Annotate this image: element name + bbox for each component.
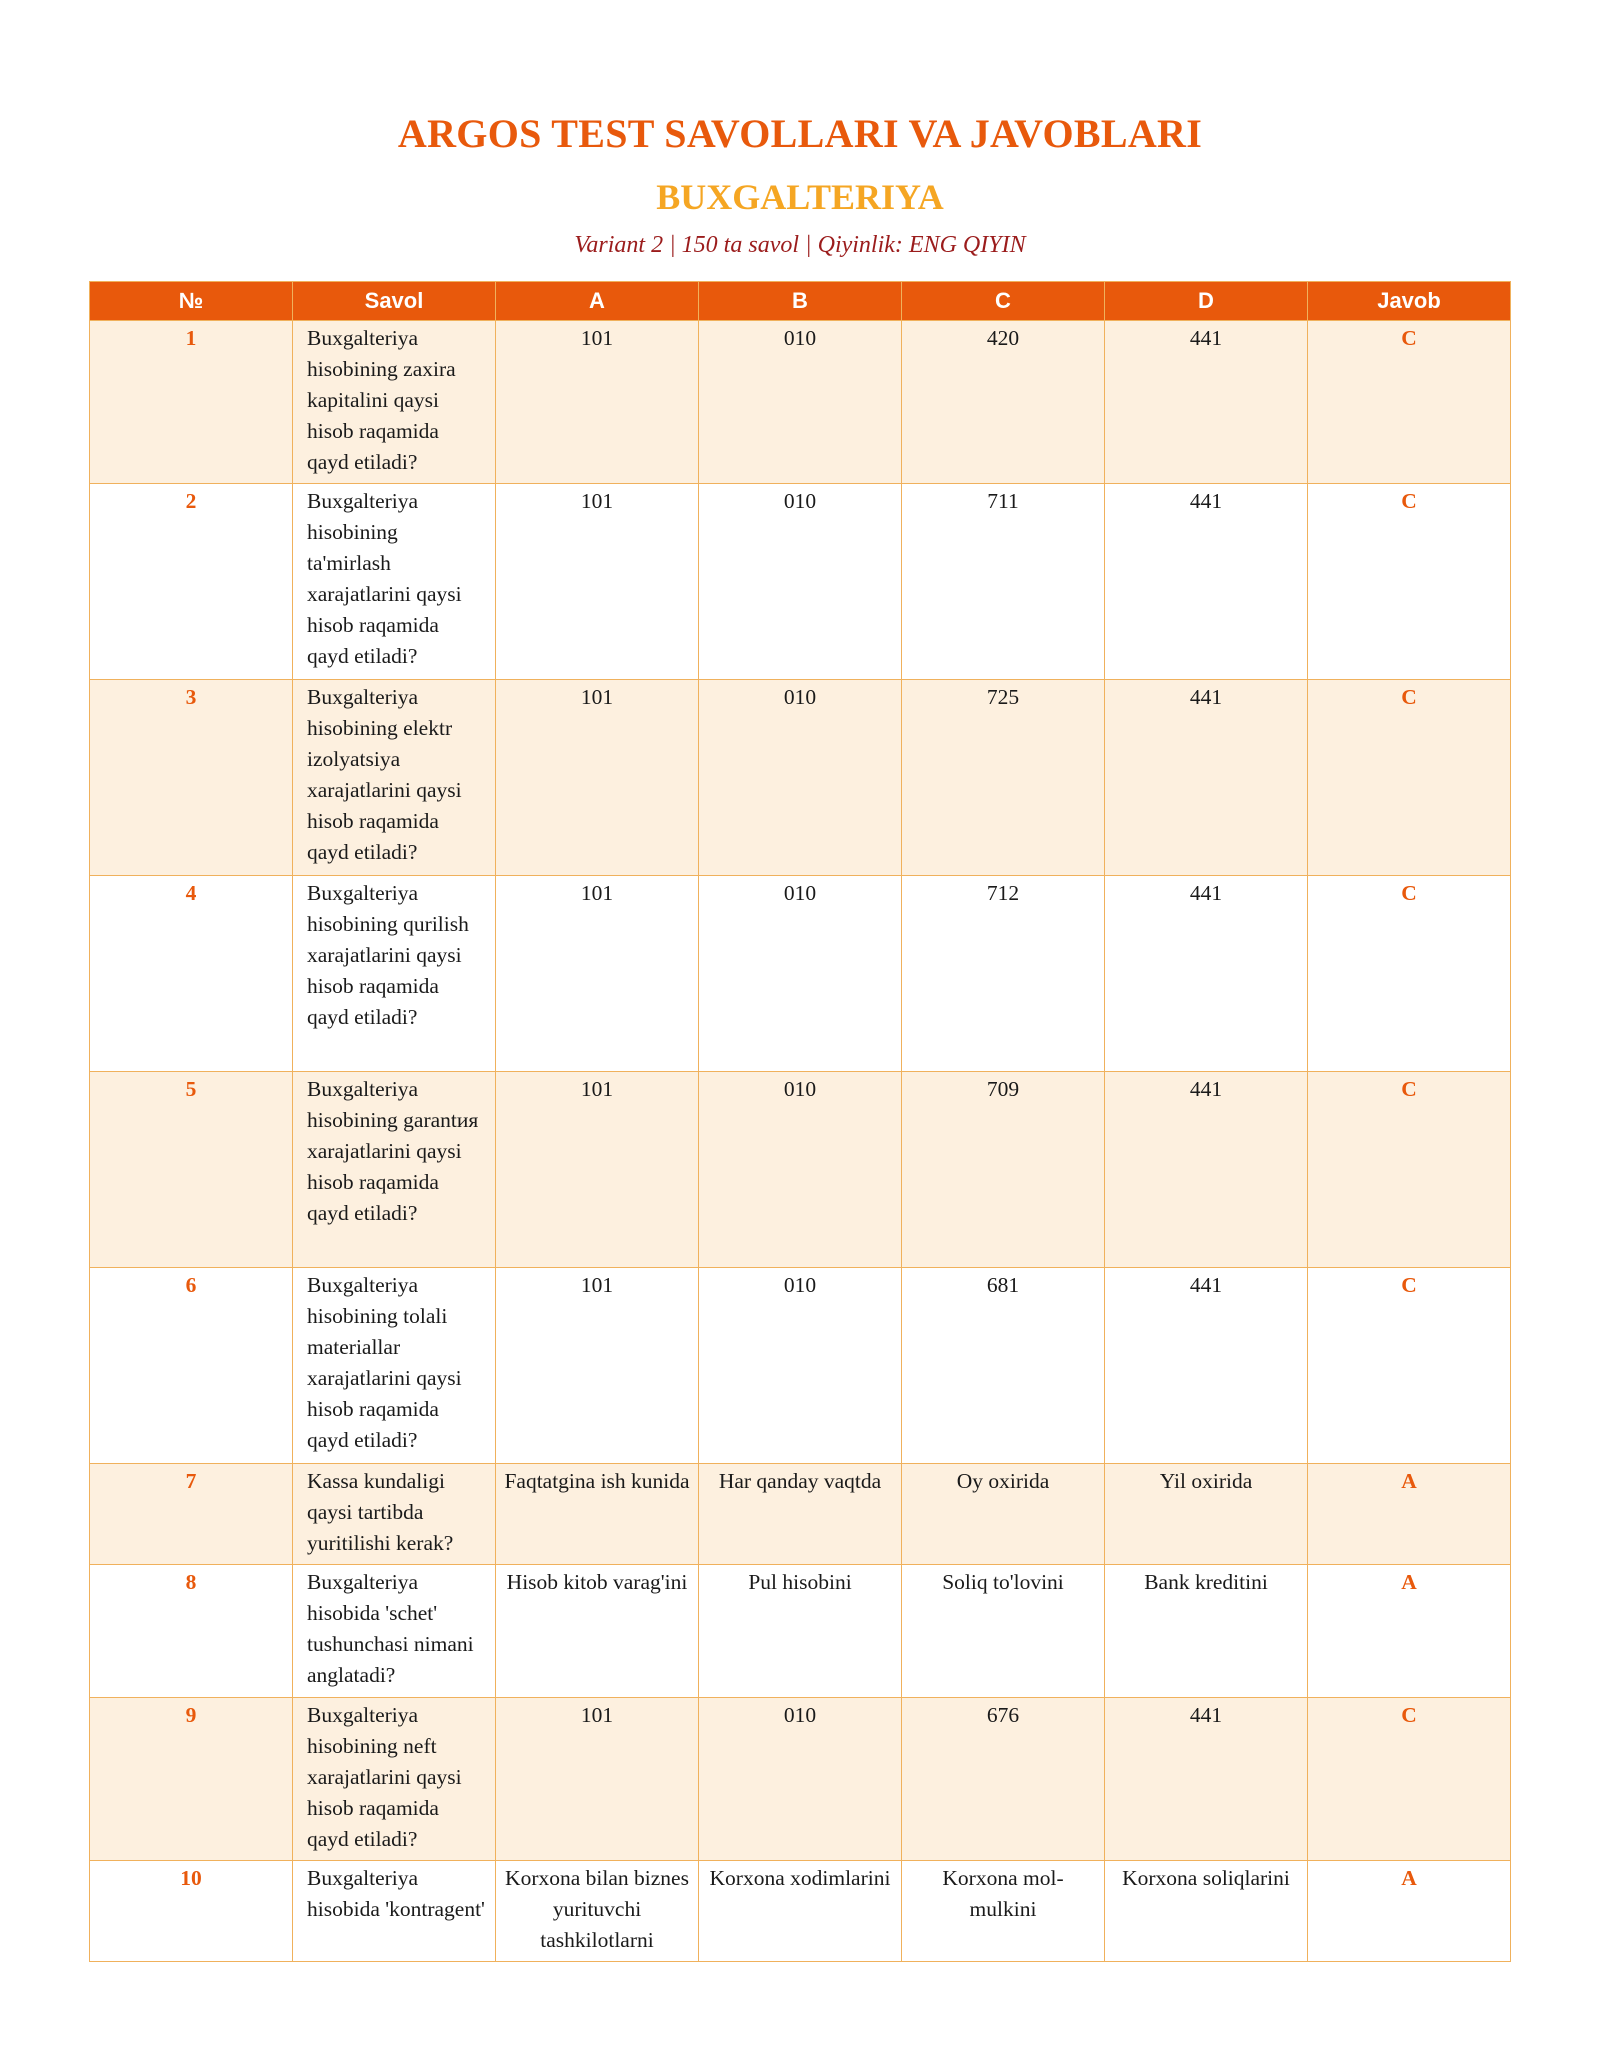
header-option-b: B	[699, 282, 902, 321]
document-subtitle: BUXGALTERIYA	[656, 177, 944, 217]
option-b: 010	[699, 321, 902, 484]
option-c: 709	[902, 1072, 1105, 1268]
header-option-d: D	[1105, 282, 1308, 321]
option-a: 101	[496, 680, 699, 876]
question-text: Buxgalteriya hisobining elektr izolyatsiya xarajatlarini qaysi hisob raqamida qayd etiladi?	[293, 680, 496, 876]
answer: C	[1308, 484, 1511, 680]
option-b: Har qanday vaqtda	[699, 1464, 902, 1565]
option-b: 010	[699, 1698, 902, 1861]
answer: C	[1308, 876, 1511, 1072]
table-row	[90, 484, 1511, 680]
question-number: 9	[90, 1698, 293, 1861]
option-d: Bank kreditini	[1105, 1565, 1308, 1698]
question-text: Buxgalteriya hisobining zaxira kapitalini qaysi hisob raqamida qayd etiladi?	[293, 321, 496, 484]
table-row	[90, 680, 1511, 876]
option-a: Hisob kitob varag'ini	[496, 1565, 699, 1698]
answer: C	[1308, 1698, 1511, 1861]
option-b: 010	[699, 1072, 902, 1268]
option-c: 712	[902, 876, 1105, 1072]
header-answer: Javob	[1308, 282, 1511, 321]
option-b: 010	[699, 1268, 902, 1464]
option-d: Yil oxirida	[1105, 1464, 1308, 1565]
table-row	[90, 1464, 1511, 1565]
option-c: 681	[902, 1268, 1105, 1464]
questions-table	[89, 281, 1511, 1962]
option-a: Korxona bilan biznes yurituvchi tashkilotlarni	[496, 1861, 699, 1962]
option-d: 441	[1105, 1268, 1308, 1464]
table-row	[90, 1565, 1511, 1698]
question-number: 10	[90, 1861, 293, 1962]
option-a: 101	[496, 1698, 699, 1861]
option-b: 010	[699, 876, 902, 1072]
option-b: 010	[699, 484, 902, 680]
option-c: 676	[902, 1698, 1105, 1861]
answer: A	[1308, 1464, 1511, 1565]
question-text: Buxgalteriya hisobining ta'mirlash xarajatlarini qaysi hisob raqamida qayd etiladi?	[293, 484, 496, 680]
question-text: Buxgalteriya hisobida 'kontragent'	[293, 1861, 496, 1962]
option-b: Pul hisobini	[699, 1565, 902, 1698]
question-text: Buxgalteriya hisobining qurilish xarajatlarini qaysi hisob raqamida qayd etiladi?	[293, 876, 496, 1072]
question-number: 1	[90, 321, 293, 484]
option-c: Oy oxirida	[902, 1464, 1105, 1565]
document-title: ARGOS TEST SAVOLLARI VA JAVOBLARI	[397, 111, 1203, 156]
option-d: 441	[1105, 876, 1308, 1072]
option-a: 101	[496, 321, 699, 484]
table-row	[90, 1698, 1511, 1861]
question-text: Buxgalteriya hisobining neft xarajatlarini qaysi hisob raqamida qayd etiladi?	[293, 1698, 496, 1861]
table-row	[90, 1861, 1511, 1962]
answer: A	[1308, 1565, 1511, 1698]
question-number: 6	[90, 1268, 293, 1464]
answer: A	[1308, 1861, 1511, 1962]
table-row	[90, 1072, 1511, 1268]
table-row	[90, 1268, 1511, 1464]
option-a: 101	[496, 1072, 699, 1268]
question-number: 3	[90, 680, 293, 876]
option-d: 441	[1105, 1698, 1308, 1861]
question-text: Buxgalteriya hisobining garantия xarajatlarini qaysi hisob raqamida qayd etiladi?	[293, 1072, 496, 1268]
option-d: 441	[1105, 1072, 1308, 1268]
option-c: 420	[902, 321, 1105, 484]
answer: C	[1308, 321, 1511, 484]
option-c: Korxona mol-mulkini	[902, 1861, 1105, 1962]
option-a: 101	[496, 484, 699, 680]
document-meta: Variant 2 | 150 ta savol | Qiyinlik: ENG QIYIN	[574, 232, 1026, 258]
question-number: 7	[90, 1464, 293, 1565]
header-question: Savol	[293, 282, 496, 321]
table-row	[90, 876, 1511, 1072]
option-d: Korxona soliqlarini	[1105, 1861, 1308, 1962]
table-header-row	[90, 282, 1511, 321]
option-d: 441	[1105, 321, 1308, 484]
option-c: 725	[902, 680, 1105, 876]
option-c: Soliq to'lovini	[902, 1565, 1105, 1698]
question-number: 4	[90, 876, 293, 1072]
header-number: №	[90, 282, 293, 321]
option-d: 441	[1105, 680, 1308, 876]
answer: C	[1308, 1072, 1511, 1268]
question-number: 5	[90, 1072, 293, 1268]
question-text: Buxgalteriya hisobida 'schet' tushunchasi nimani anglatadi?	[293, 1565, 496, 1698]
table-row	[90, 321, 1511, 484]
question-number: 8	[90, 1565, 293, 1698]
question-number: 2	[90, 484, 293, 680]
option-b: 010	[699, 680, 902, 876]
option-a: Faqtatgina ish kunida	[496, 1464, 699, 1565]
option-a: 101	[496, 1268, 699, 1464]
header-option-a: A	[496, 282, 699, 321]
answer: C	[1308, 680, 1511, 876]
question-text: Kassa kundaligi qaysi tartibda yuritilishi kerak?	[293, 1464, 496, 1565]
option-b: Korxona xodimlarini	[699, 1861, 902, 1962]
option-a: 101	[496, 876, 699, 1072]
option-c: 711	[902, 484, 1105, 680]
answer: C	[1308, 1268, 1511, 1464]
header-option-c: C	[902, 282, 1105, 321]
option-d: 441	[1105, 484, 1308, 680]
question-text: Buxgalteriya hisobining tolali materiallar xarajatlarini qaysi hisob raqamida qayd etiladi?	[293, 1268, 496, 1464]
